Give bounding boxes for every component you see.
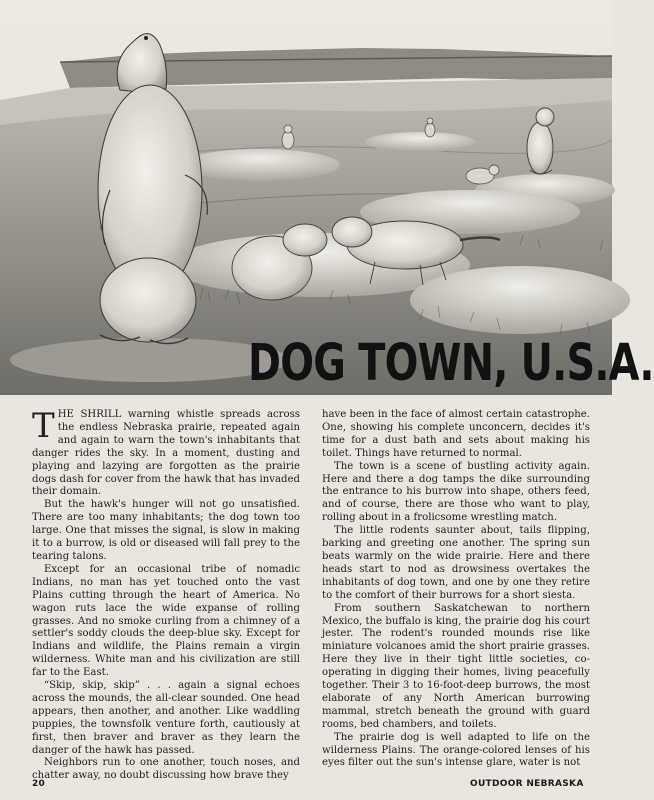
drop-cap: T	[32, 406, 55, 446]
intro-paragraph	[32, 406, 300, 499]
right-column	[322, 409, 590, 770]
body-paragraph: The prairie dog is well adapted to life on the wilderness Plains. The orange-colored lenses of his eyes filter out the sun's intense glare, water is not	[322, 731, 590, 769]
body-paragraph: The little rodents saunter about, tails flipping, barking and greeting one another. The spring sun beats warmly on the wide prairie. Here and there heads start to nod as drowsiness overtakes the inhabitants of dog town, and one by one they retire to the comfort of their burrows for a short siesta.	[322, 525, 590, 601]
body-paragraph: Neighbors run to one another, touch noses, and chatter away, no doubt discussing how brave they	[32, 757, 300, 782]
body-paragraph: The town is a scene of bustling activity again. Here and there a dog tamps the dike surrounding the entrance to his burrow into shape, others feed, and of course, there are those who want to play, rolling about in a frolicsome wrestling match.	[322, 460, 590, 524]
page-number: 20	[32, 779, 46, 789]
intro-text: HE SHRILL warning whistle spreads across the endless Nebraska prairie, repeated again and again to warn the town's inhabitants that danger rides the sky. In a moment, dusting and playing and lazying are forgotten as the prairie dogs dash for cover from the hawk that has invaded their domain.	[32, 409, 300, 498]
body-paragraph: From southern Saskatchewan to northern Mexico, the buffalo is king, the prairie dog his court jester. The rodent's rounded mounds rise like miniature volcanoes amid the short prairie grasses. Here they live in their tight little societies, co-operating in digging their homes, living peacefully together. Their 3 to 16-foot-deep burrows, the most elaborate of any North American burrowing mammal, stretch beneath the ground with guard rooms, bed chambers, and toilets.	[322, 602, 590, 730]
body-paragraph: Except for an occasional tribe of nomadic Indians, no man has yet touched onto the vast Plains cutting through the heart of America. No wagon ruts lace the wide expanse of rolling grasses. And no smoke curling from a chimney of a settler's soddy clouds the deep-blue sky. Except for Indians and wildlife, the Plains remain a virgin wilderness. White man and his civilization are still far to the East.	[32, 563, 300, 679]
body-paragraph: But the hawk's hunger will not go unsatisfied. There are too many inhabitants; the dog town too large. One that misses the signal, is slow in making it to a burrow, is old or diseased will fall prey to the tearing talons.	[32, 499, 300, 562]
publication-name: OUTDOOR NEBRASKA	[470, 779, 584, 789]
left-column	[32, 406, 300, 783]
article-title: DOG TOWN, U.S.A.	[248, 334, 654, 393]
continued-paragraph: have been in the face of almost certain catastrophe. One, showing his complete unconcern, decides it's time for a dust bath and sets about making his toilet. Things have returned to normal.	[322, 409, 590, 459]
body-paragraph: “Skip, skip, skip” . . . again a signal echoes across the mounds, the all-clear sounded. One head appears, then another, and another. Like waddling puppies, the townsfolk venture forth, cautiously at first, then braver and braver as they learn the danger of the hawk has passed.	[32, 680, 300, 756]
article-body	[32, 406, 590, 782]
